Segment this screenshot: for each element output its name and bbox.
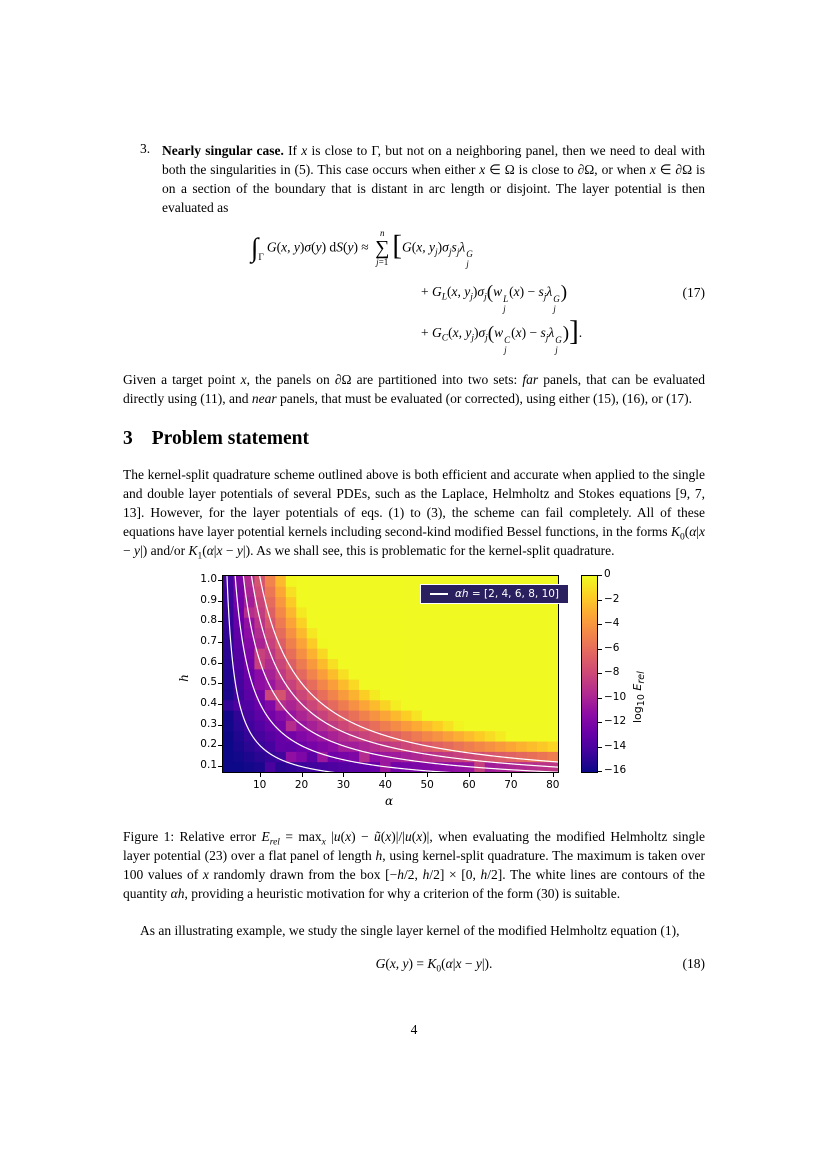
y-tick-mark bbox=[218, 766, 222, 767]
list-item-body bbox=[162, 141, 705, 217]
y-tick-mark bbox=[218, 621, 222, 622]
x-tick-label: 40 bbox=[378, 779, 392, 792]
colorbar-tick-label: −8 bbox=[604, 666, 620, 679]
equation-18-number: (18) bbox=[682, 956, 705, 972]
x-tick-label: 80 bbox=[546, 779, 560, 792]
x-tick-mark bbox=[385, 773, 386, 777]
figure-caption: Figure 1: Relative error $E_{rel} = \max_x |u(x)$ − ũ(x)|/|u(x)|, when evaluating the modified Helmholtz single layer potential (23) over a flat panel of length h, using kernel-split quadrature. The maximum is taken over 100 values of x randomly drawn from the box [−h/2, h/2] × [0, h/2]. The white lines are contours of the quantity αh, providing a heuristic motivation for why a criterion of the form (30) is suitable. bbox=[123, 829, 706, 902]
colorbar-tick-mark bbox=[598, 722, 602, 723]
colorbar-label: $\log_{10} E_{rel}$ bbox=[631, 671, 648, 724]
y-tick-label: 0.6 bbox=[200, 655, 217, 668]
y-tick-label: 0.4 bbox=[200, 696, 217, 709]
colorbar-canvas bbox=[582, 576, 597, 772]
x-tick-label: 20 bbox=[294, 779, 309, 792]
equation-17-line-2: + $G_L(x$, $y_j)\sigma_j(w$ L j $(x) - s_j\lambda$ G j ) bbox=[421, 282, 568, 315]
y-tick-mark bbox=[218, 601, 222, 602]
equation-17-number: (17) bbox=[682, 284, 705, 300]
colorbar-tick-label: −10 bbox=[604, 690, 627, 703]
colorbar-tick-mark bbox=[598, 698, 602, 699]
equation-18 bbox=[123, 952, 705, 976]
colorbar-tick-label: −12 bbox=[604, 715, 627, 728]
colorbar-tick-mark bbox=[598, 624, 602, 625]
heatmap-plot-area bbox=[222, 575, 559, 773]
y-tick-label: 0.2 bbox=[200, 738, 217, 751]
colorbar-tick-mark bbox=[598, 747, 602, 748]
list-item-label: Nearly singular case. bbox=[162, 143, 284, 158]
section-heading bbox=[123, 428, 705, 450]
contour-line-sample-icon bbox=[430, 593, 448, 595]
list-item-nearly-singular bbox=[123, 141, 705, 217]
y-axis-label: h bbox=[176, 674, 191, 682]
y-tick-label: 0.8 bbox=[200, 614, 217, 627]
section-title: Problem statement bbox=[151, 428, 309, 450]
colorbar-tick-label: −16 bbox=[604, 764, 627, 777]
x-tick-mark bbox=[511, 773, 512, 777]
x-tick-label: 60 bbox=[462, 779, 476, 792]
colorbar bbox=[581, 575, 598, 773]
x-tick-mark bbox=[260, 773, 261, 777]
list-item-marker: 3. bbox=[140, 141, 151, 156]
y-tick-label: 1.0 bbox=[200, 573, 217, 586]
y-tick-mark bbox=[218, 683, 222, 684]
colorbar-tick-label: −14 bbox=[604, 739, 627, 752]
equation-17-line-1: $\int_\Gamma G(x$, y)σ(y) dS(y) ≈ n ∑ j=1 [G(x, $y_j)\sigma_js_j\lambda$ G j bbox=[251, 228, 473, 270]
y-tick-label: 0.1 bbox=[200, 758, 217, 771]
equation-17 bbox=[123, 229, 705, 356]
colorbar-tick-label: −6 bbox=[604, 641, 620, 654]
x-tick-mark bbox=[469, 773, 470, 777]
x-tick-mark bbox=[343, 773, 344, 777]
heatmap-canvas bbox=[223, 576, 558, 772]
y-tick-label: 0.3 bbox=[200, 717, 217, 730]
colorbar-tick-mark bbox=[598, 649, 602, 650]
paragraph-example: As an illustrating example, we study the single layer kernel of the modified Helmholtz equation (1), bbox=[140, 923, 680, 939]
section-number: 3 bbox=[123, 428, 133, 450]
y-tick-mark bbox=[218, 642, 222, 643]
y-tick-mark bbox=[218, 745, 222, 746]
contour-legend bbox=[420, 584, 569, 604]
y-tick-label: 0.7 bbox=[200, 635, 217, 648]
colorbar-tick-label: −2 bbox=[604, 592, 620, 605]
x-tick-label: 30 bbox=[336, 779, 351, 792]
page-number: 4 bbox=[410, 1022, 418, 1038]
y-tick-mark bbox=[218, 663, 222, 664]
paragraph-kernel-split: The kernel-split quadrature scheme outlined above is both efficient and accurate when applied to the single and double layer potentials of several PDEs, such as the Laplace, Helmholtz and Stokes equations [9, 7, 13]. However, for the layer potentials of eqs. (1) to (3), the scheme can fail completely. All of these equations have layer potential kernels including second-kind modified Bessel functions, in the forms $K_0(\alpha|x - y|)$ and/or $K_1(\alpha|x - y|)$. As we shall see, this is problematic for the kernel-split quadrature. bbox=[123, 467, 705, 562]
y-tick-mark bbox=[218, 725, 222, 726]
list-item-text: If x is close to Γ, but not on a neighboring panel, then we need to deal with both the singularities in (5). This case occurs when either x ∈ Ω is close to ∂Ω, or when x ∈ ∂Ω is on a section of the boundary that is distant in arc length or disjoint. The layer potential is then evaluated as bbox=[162, 143, 706, 215]
x-tick-label: 50 bbox=[420, 779, 434, 792]
colorbar-tick-mark bbox=[598, 600, 602, 601]
paragraph-partition: Given a target point x, the panels on ∂Ω are partitioned into two sets: far panels, that can be evaluated directly using (11), and near panels, that must be evaluated (or corrected), using either (15), (16), or (17). bbox=[123, 372, 705, 407]
x-tick-mark bbox=[302, 773, 303, 777]
x-axis-label: α bbox=[384, 794, 394, 809]
x-tick-label: 10 bbox=[253, 779, 267, 792]
contour-legend-label: αh = [2, 4, 6, 8, 10] bbox=[455, 588, 560, 601]
x-tick-mark bbox=[427, 773, 428, 777]
y-tick-label: 0.9 bbox=[200, 593, 217, 606]
colorbar-tick-label: −4 bbox=[604, 617, 620, 630]
y-tick-mark bbox=[218, 580, 222, 581]
y-tick-mark bbox=[218, 704, 222, 705]
y-tick-label: 0.5 bbox=[200, 676, 217, 689]
equation-18-body: G(x, $y) = K_0(\alpha|x - y|)$. bbox=[375, 956, 493, 975]
colorbar-tick-mark bbox=[598, 771, 602, 772]
colorbar-tick-mark bbox=[598, 575, 602, 576]
x-tick-mark bbox=[553, 773, 554, 777]
colorbar-tick-label: 0 bbox=[604, 568, 611, 581]
colorbar-tick-mark bbox=[598, 673, 602, 674]
x-tick-label: 70 bbox=[504, 779, 518, 792]
figure-1 bbox=[123, 568, 705, 813]
equation-17-line-3: + $G_C(x$, $y_j)\sigma_j(w$ C j $(x) - s_j\lambda$ G j )]. bbox=[421, 315, 583, 356]
